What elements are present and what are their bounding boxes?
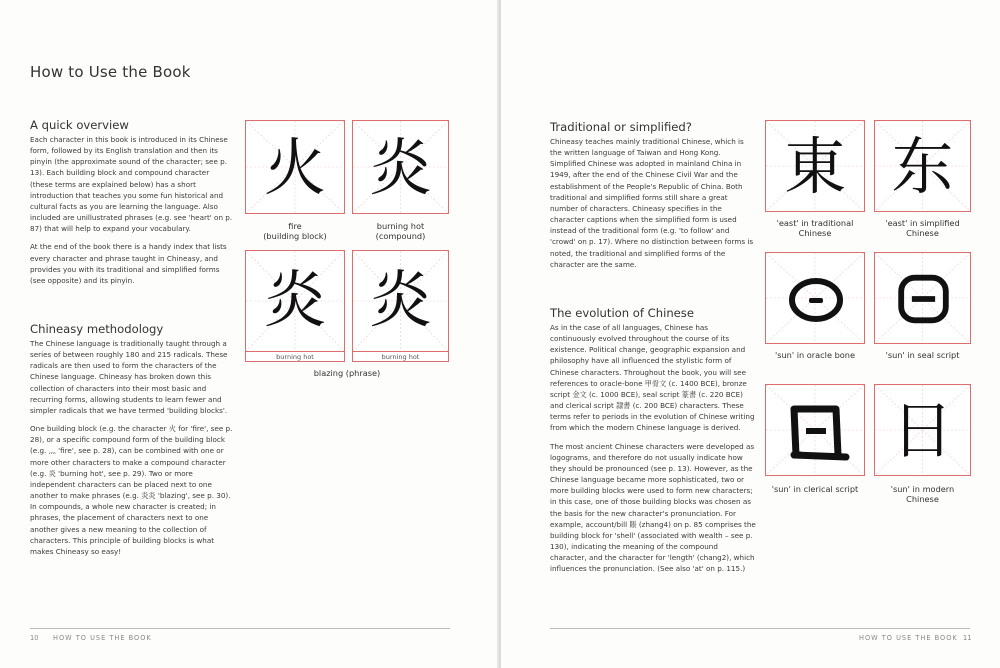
sun-oracle-bone-glyph: [766, 253, 866, 345]
east-simplified-caption-line-2: Chinese: [906, 228, 939, 238]
sun-seal-script-caption: 'sun' in seal script: [885, 350, 960, 360]
blazing-small-caption-1: burning hot: [246, 351, 344, 361]
blazing-character-box-1: [245, 250, 345, 362]
east-simplified-caption: [867, 218, 978, 238]
left-page: [0, 0, 499, 668]
burning-hot-caption-line-2: (compound): [375, 231, 426, 241]
methodology-paragraph-2: One building block (e.g. the character 火 for 'fire', see p. 28), or a specific compound form of the building block (e.g. 灬 'fire', see p. 28), can be combined with one or more other characters to make a compound character (e.g. 炎 'burning hot', see p. 29). Two or more independent characters can be placed next to one another to make phrases (e.g. 炎炎 'blazing', see p. 30). In compounds, a whole new character is created; in phrases, the placement of characters next to one another gives a new meaning to the collection of characters. This principle of building blocks is what makes Chineasy so easy!: [30, 424, 233, 556]
fire-character-box: [245, 120, 345, 214]
sun-modern-box: [874, 384, 971, 476]
sun-oracle-bone-box: [765, 252, 865, 344]
sun-oracle-bone-caption: 'sun' in oracle bone: [774, 350, 856, 360]
right-page: [501, 0, 1000, 668]
east-simplified-box: [874, 120, 971, 212]
methodology-text: [30, 338, 233, 564]
page-number: 10: [30, 634, 39, 642]
methodology-paragraph-1: The Chinese language is traditionally taught through a series of between roughly 180 and 215 radicals. These radicals are then used to form the characters of the Chinese language. Chineasy has broken down this collection of characters into their most basic and recurring forms, allowing students to learn fewer and simpler radicals that we have termed 'building blocks'.: [30, 339, 228, 415]
overview-text: [30, 134, 233, 293]
sun-seal-script-box: [874, 252, 971, 344]
evolution-text: [550, 322, 756, 581]
sun-modern-caption-line-2: Chinese: [906, 494, 939, 504]
running-footer: HOW TO USE THE BOOK: [53, 634, 152, 642]
fire-caption-line-1: fire: [288, 221, 302, 231]
fire-caption: [245, 221, 345, 241]
overview-heading: A quick overview: [30, 118, 129, 132]
east-traditional-caption-line-1: 'east' in traditional: [776, 218, 854, 228]
traditional-heading: Traditional or simplified?: [550, 120, 692, 134]
sun-clerical-script-caption: 'sun' in clerical script: [771, 484, 859, 494]
sun-seal-script-glyph: [875, 253, 972, 345]
burning-hot-caption: [352, 221, 449, 241]
page-title: How to Use the Book: [30, 63, 191, 81]
blazing-character-box-2: [352, 250, 449, 362]
methodology-heading: Chineasy methodology: [30, 322, 164, 336]
east-simplified-glyph: 东: [891, 130, 954, 203]
sun-clerical-script-box: [765, 384, 865, 476]
burning-hot-caption-line-1: burning hot: [376, 221, 425, 231]
east-traditional-glyph: 東: [783, 130, 846, 203]
sun-modern-glyph: 日: [891, 394, 954, 467]
east-traditional-box: [765, 120, 865, 212]
evolution-heading: The evolution of Chinese: [550, 306, 694, 320]
evolution-paragraph-2: The most ancient Chinese characters were developed as logograms, and therefore do not usually indicate how they should be pronounced (see p. 13). However, as the Chinese language became more sophisticated, two or more building blocks were used to form new characters; in this case, one of those building blocks was chosen as the basis for the new character's pronunciation. For example, account/bill 賬 (zhang4) on p. 85 comprises the building block for 'shell' (associated with wealth – see p. 130), indicating the meaning of the compound character, and the character for 'length' (chang2), which influences the pronunciation. (See also 'at' on p. 115.): [550, 441, 756, 574]
sun-clerical-script-glyph: [766, 385, 866, 477]
burning-hot-character-box: [352, 120, 449, 214]
overview-paragraph-2: At the end of the book there is a handy index that lists every character and phrase taught in Chineasy, and provides you with its traditional and simplified forms (see opposite) and its pinyin.: [30, 242, 227, 285]
fire-caption-line-2: (building block): [263, 231, 327, 241]
east-traditional-caption: [760, 218, 870, 238]
page-number: 11: [963, 634, 972, 642]
footer-rule: [550, 628, 970, 629]
evolution-paragraph-1: As in the case of all languages, Chinese has continuously evolved throughout the course of its existence. Political change, geographic expansion and philosophy have all influenced the stylistic form of Chinese characters. Throughout the book, you will see references to oracle-bone 甲骨文 (c. 1400 BCE), bronze script 金文 (c. 1000 BCE), seal script 篆書 (c. 220 BCE) and clerical script 隸書 (c. 200 BCE) characters. These terms refer to periods in the evolution of Chinese writing from which the modern Chinese language is derived.: [550, 323, 755, 433]
footer-rule: [30, 628, 450, 629]
blazing-glyph-1: 炎: [263, 263, 326, 336]
east-traditional-caption-line-2: Chinese: [798, 228, 832, 238]
east-simplified-caption-line-1: 'east' in simplified: [885, 218, 960, 228]
blazing-small-caption-2: burning hot: [353, 351, 448, 361]
sun-modern-caption: [867, 484, 978, 504]
traditional-text: [550, 136, 756, 277]
traditional-paragraph: Chineasy teaches mainly traditional Chinese, which is the written language of Taiwan and Hong Kong. Simplified Chinese was adopted in mainland China in 1949, after the end of the Chinese Civil War and the establishment of the People's Republic of China. Both traditional and simplified forms still share a great number of characters. Chineasy specifies in the character captions when the simplified form is used instead of the traditional form (e.g. 'to follow' and 'crowd' on p. 17). Where no distinction between forms is noted, the traditional and simplified forms of the character are the same.: [550, 137, 754, 269]
blazing-glyph-2: 炎: [369, 263, 432, 336]
fire-glyph: 火: [263, 131, 326, 204]
burning-hot-glyph: 炎: [369, 131, 432, 204]
overview-paragraph-1: Each character in this book is introduced in its Chinese form, followed by its English translation and then its pinyin (the approximate sound of the character; see p. 13). Each building block and compound character (these terms are explained below) has a short introduction that teaches you some fun historical and cultural facts as you are learning the language. Also included are unillustrated phrases (e.g. see 'heart' on p. 87) that will help to expand your vocabulary.: [30, 135, 233, 234]
running-footer: HOW TO USE THE BOOK: [859, 634, 958, 642]
sun-modern-caption-line-1: 'sun' in modern: [890, 484, 955, 494]
blazing-caption: blazing (phrase): [313, 368, 381, 378]
